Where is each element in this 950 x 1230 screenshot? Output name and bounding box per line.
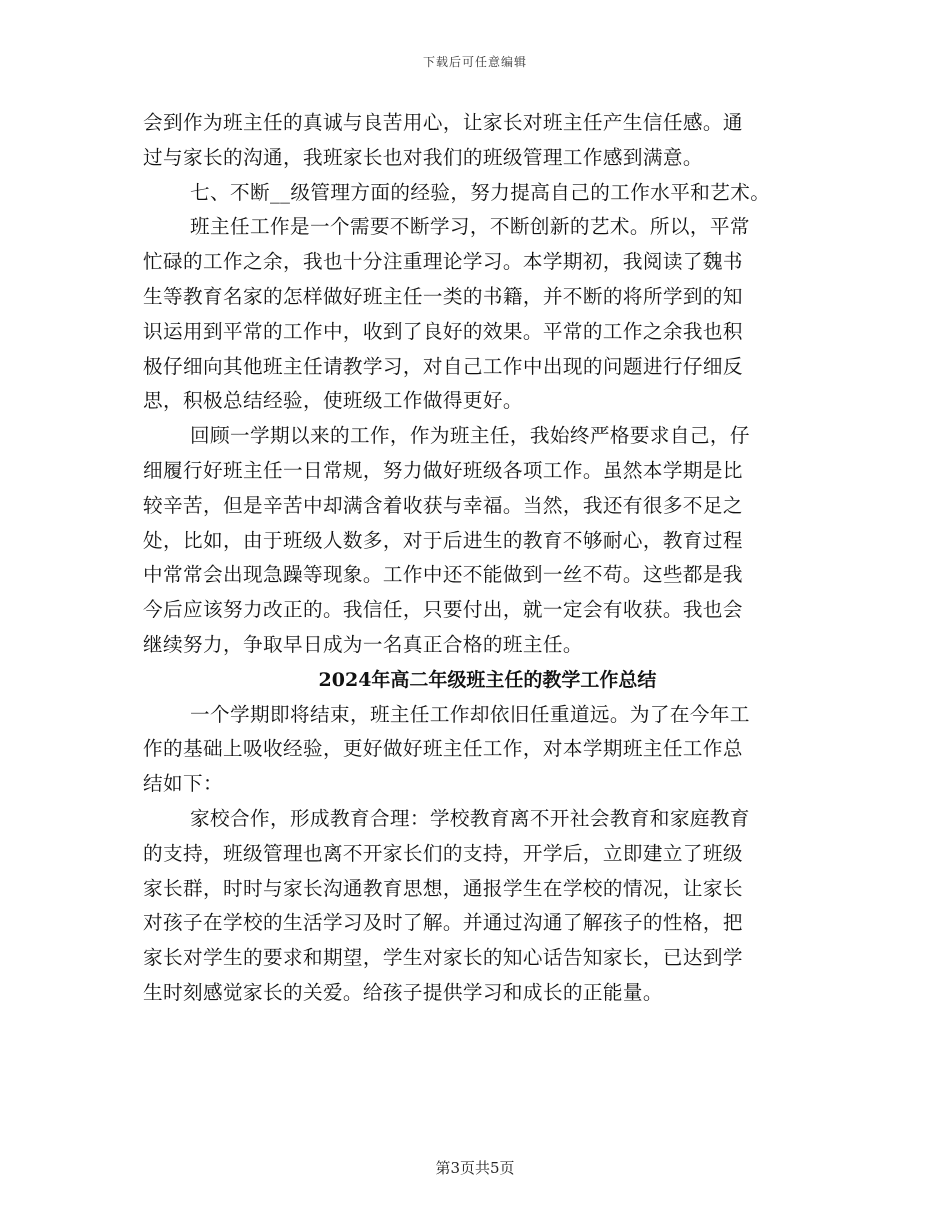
text-line: 继续努力，争取早日成为一名真正合格的班主任。 — [143, 632, 583, 656]
text-line: 生等教育名家的怎样做好班主任一类的书籍，并不断的将所学到的知 — [143, 284, 743, 308]
document-body — [143, 106, 808, 1011]
text-line: 极仔细向其他班主任请教学习，对自己工作中出现的问题进行仔细反 — [143, 354, 743, 378]
text-line: 对孩子在学校的生活学习及时了解。并通过沟通了解孩子的性格，把 — [143, 911, 743, 935]
text-line: 一个学期即将结束，班主任工作却依旧任重道远。为了在今年工 — [190, 702, 750, 726]
text-line: 细履行好班主任一日常规，努力做好班级各项工作。虽然本学期是比 — [143, 458, 743, 482]
text-line: 思，积极总结经验，使班级工作做得更好。 — [143, 389, 523, 413]
text-line: 家校合作，形成教育合理：学校教育离不开社会教育和家庭教育 — [190, 806, 750, 830]
paragraph-review — [143, 419, 808, 663]
text-line: 处，比如，由于班级人数多，对于后进生的教育不够耐心，教育过程 — [143, 528, 743, 552]
page-header: 下载后可任意编辑 — [422, 55, 527, 69]
text-line: 生时刻感觉家长的关爱。给孩子提供学习和成长的正能量。 — [143, 980, 663, 1004]
paragraph-intro — [143, 698, 808, 802]
text-line: 班主任工作是一个需要不断学习，不断创新的艺术。所以，平常 — [190, 215, 750, 239]
text-line: 较辛苦，但是辛苦中却满含着收获与幸福。当然，我还有很多不足之 — [143, 493, 743, 517]
paragraph-section-seven — [143, 176, 808, 211]
text-line: 识运用到平常的工作中，收到了良好的效果。平常的工作之余我也积 — [143, 319, 743, 343]
text-line: 家长群，时时与家长沟通教育思想，通报学生在学校的情况，让家长 — [143, 876, 743, 900]
text-line: 忙碌的工作之余，我也十分注重理论学习。本学期初，我阅读了魏书 — [143, 250, 743, 274]
paragraph-parent-communication — [143, 106, 808, 176]
paragraph-theory-study — [143, 210, 808, 419]
page-number: 第3页共5页 — [435, 1159, 515, 1177]
text-line: 七、不断__级管理方面的经验，努力提高自己的工作水平和艺术。 — [190, 180, 771, 204]
paragraph-home-school — [143, 802, 808, 1011]
section-title: 2024年高二年级班主任的教学工作总结 — [318, 668, 657, 691]
text-line: 作的基础上吸收经验，更好做好班主任工作，对本学期班主任工作总 — [143, 737, 743, 761]
text-line: 家长对学生的要求和期望，学生对家长的知心话告知家长，已达到学 — [143, 946, 743, 970]
text-line: 回顾一学期以来的工作，作为班主任，我始终严格要求自己，仔 — [190, 424, 750, 448]
text-line: 今后应该努力改正的。我信任，只要付出，就一定会有收获。我也会 — [143, 598, 743, 622]
text-line: 过与家长的沟通，我班家长也对我们的班级管理工作感到满意。 — [143, 145, 703, 169]
text-line: 会到作为班主任的真诚与良苦用心，让家长对班主任产生信任感。通 — [143, 111, 743, 134]
text-line: 结如下： — [143, 772, 223, 796]
text-line: 中常常会出现急躁等现象。工作中还不能做到一丝不苟。这些都是我 — [143, 563, 743, 587]
text-line: 的支持，班级管理也离不开家长们的支持，开学后，立即建立了班级 — [143, 841, 743, 865]
